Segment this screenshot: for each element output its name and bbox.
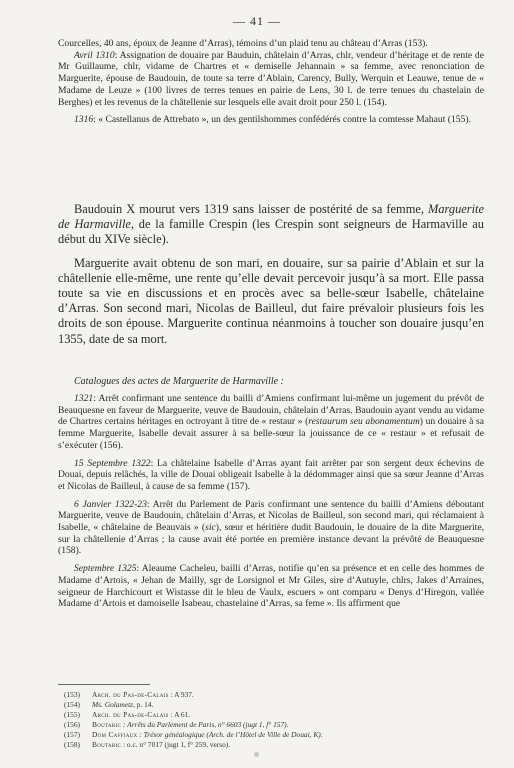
catalogue-entry-1321: 1321: Arrêt confirmant une sentence du bailli d’Amiens confirmant lui-même un jugement du prévôt de Beauquesne en faveur de Marguerite, veuve de Baudouin, châtelain d’Arras. Baudouin ayant vendu au vidame de Chartres certains héritages en octroyant à titre de « restaur » (restaurum seu abonamentum) un douaire à sa femme Marguerite, Isabelle devait assurer à sa belle-sœur la jouissance de ce « restaur » et refusait de s’exécuter (156). — [58, 393, 485, 451]
catalogue-heading: Catalogues des actes de Marguerite de Harmaville : — [74, 376, 284, 387]
paragraph-1316 — [58, 114, 484, 126]
sic-note: sic — [205, 522, 216, 534]
catalogue-entry-1325: Septembre 1325: Aleaume Cacheleu, bailli d’Arras, notifie qu’en sa présence et en celle des hommes de Madame d’Artois, « Jehan de Mailly, sgr de Lorsignol et Mr Giles, sire d’Autuyle, chlrs, Jakes d’Arraines, seigneur de Harchicourt et Wistasse dit le bleu de Vaulx, escuers » ont comparu « Denys d’Hiregon, vallée Madame d’Artois et damoiselle Isabeau, chastelaine d’Arras, sa feme ». Ils affirment que — [58, 563, 484, 610]
entry-text: : « Castellanus de Attrebato », un des gentilshommes confédérés contre la comtesse Mahaut (155). — [93, 114, 471, 126]
latin-phrase: restaurum seu abonamentum — [308, 416, 420, 428]
entry-date: 1321 — [74, 393, 94, 404]
person-name: Marguerite de Harmaville — [58, 202, 484, 232]
footnote: (154) Ms. Golametz, p. 14. — [64, 700, 154, 710]
footnote: (155) Arch. du Pas-de-Calais : A 61. — [64, 710, 191, 720]
footnote: (157) Dom Caffiaux : Trésor généalogique (Arch. de l’Hôtel de Ville de Douai, K). — [64, 730, 323, 740]
entry-date: 15 Septembre 1322 — [74, 457, 151, 469]
entry-date: Septembre 1325 — [74, 563, 137, 575]
entry-date: 1316 — [74, 114, 94, 126]
footnote: (153) Arch. du Pas-de-Calais : A 937. — [64, 690, 194, 699]
catalogue-block — [58, 376, 484, 610]
footnote: (158) Boutaric : o.c. n° 7017 (jugt 1, f° 259, verso). — [64, 740, 231, 750]
narrative-block — [58, 202, 484, 347]
footnotes — [58, 690, 484, 751]
paragraph-baudouin-death: Baudouin X mourut vers 1319 sans laisser de postérité de sa femme, Marguerite de Harmaville, de la famille Crespin (les Crespin sont seigneurs de Harmaville au début du XIVe siècle). — [58, 202, 484, 247]
entry-date: Avril 1310 — [74, 49, 115, 61]
footnote-rule — [58, 684, 150, 685]
entry-date: 6 Janvier 1322-23 — [74, 498, 147, 510]
page-mark — [254, 752, 259, 757]
opening-block — [58, 38, 484, 126]
entry-text: : Assignation de douaire par Bauduin, châtelain d’Arras, chlr, vendeur d’héritage et de rente de Mr Guillaume, chlr, vidame de Chartres et « demiselle Jehannain » sa femme, avec renonciation de Marguerite, épouse de Baudouin, de toute sa terre d’Ablain, Carency, Bully, Werquin et Leauwe, tenue de « Madame de Leuze » (100 livres de terres tenues en pairie de Lens, 30 l. de terre tenues du chastelain de Berghes) et les revenus de la châtellenie sur lesquels elle avait droit pour 250 l. (154). — [58, 49, 484, 108]
page-number: — 41 — — [233, 14, 281, 28]
catalogue-entry-1322: 15 Septembre 1322: La châtelaine Isabelle d’Arras ayant fait arrêter par son sergent deux échevins de Douai, depuis relâchés, la ville de Douai obligeait Isabelle à la dédommager ainsi que sa sœur Jeanne d’Arras et Nicolas de Bailleul, à cause de sa femme (157). — [58, 457, 484, 492]
paragraph-avril-1310 — [58, 50, 484, 109]
paragraph-continuation: Courcelles, 40 ans, époux de Jeanne d’Arras), témoins d’un plaid tenu au château d’Arras (153). — [58, 38, 428, 49]
paragraph-marguerite-douaire: Marguerite avait obtenu de son mari, en douaire, sur sa pairie d’Ablain et sur la châtellenie elle-même, une rente qu’elle devait percevoir jusqu’à sa mort. Elle passa toute sa vie en discussions et en procès avec sa belle-sœur Isabelle, châtelaine d’Arras. Son second mari, Nicolas de Bailleul, dut faire prévaloir plusieurs fois les droits de son épouse. Marguerite continua néanmoins à toucher son douaire jusqu’en 1355, date de sa mort. — [58, 255, 484, 346]
footnote: (156) Boutaric : Arrêts du Parlement de Paris, n° 6603 (jugt 1, f° 157). — [64, 720, 289, 730]
catalogue-entry-1322-23: 6 Janvier 1322-23: Arrêt du Parlement de Paris confirmant une sentence du bailli d’Amiens déboutant Marguerite, veuve de Baudouin, châtelain d’Arras, et Nicolas de Bailleul, son second mari, qui réclamaient à Isabelle, « châtelaine de Beauvais » (sic), sœur et héritière dudit Baudouin, le douaire de la dite Marguerite, sur la châtellenie d’Arras ; la cause avait été portée en première instance devant la prévôté de Beauquesne (158). — [58, 498, 484, 557]
